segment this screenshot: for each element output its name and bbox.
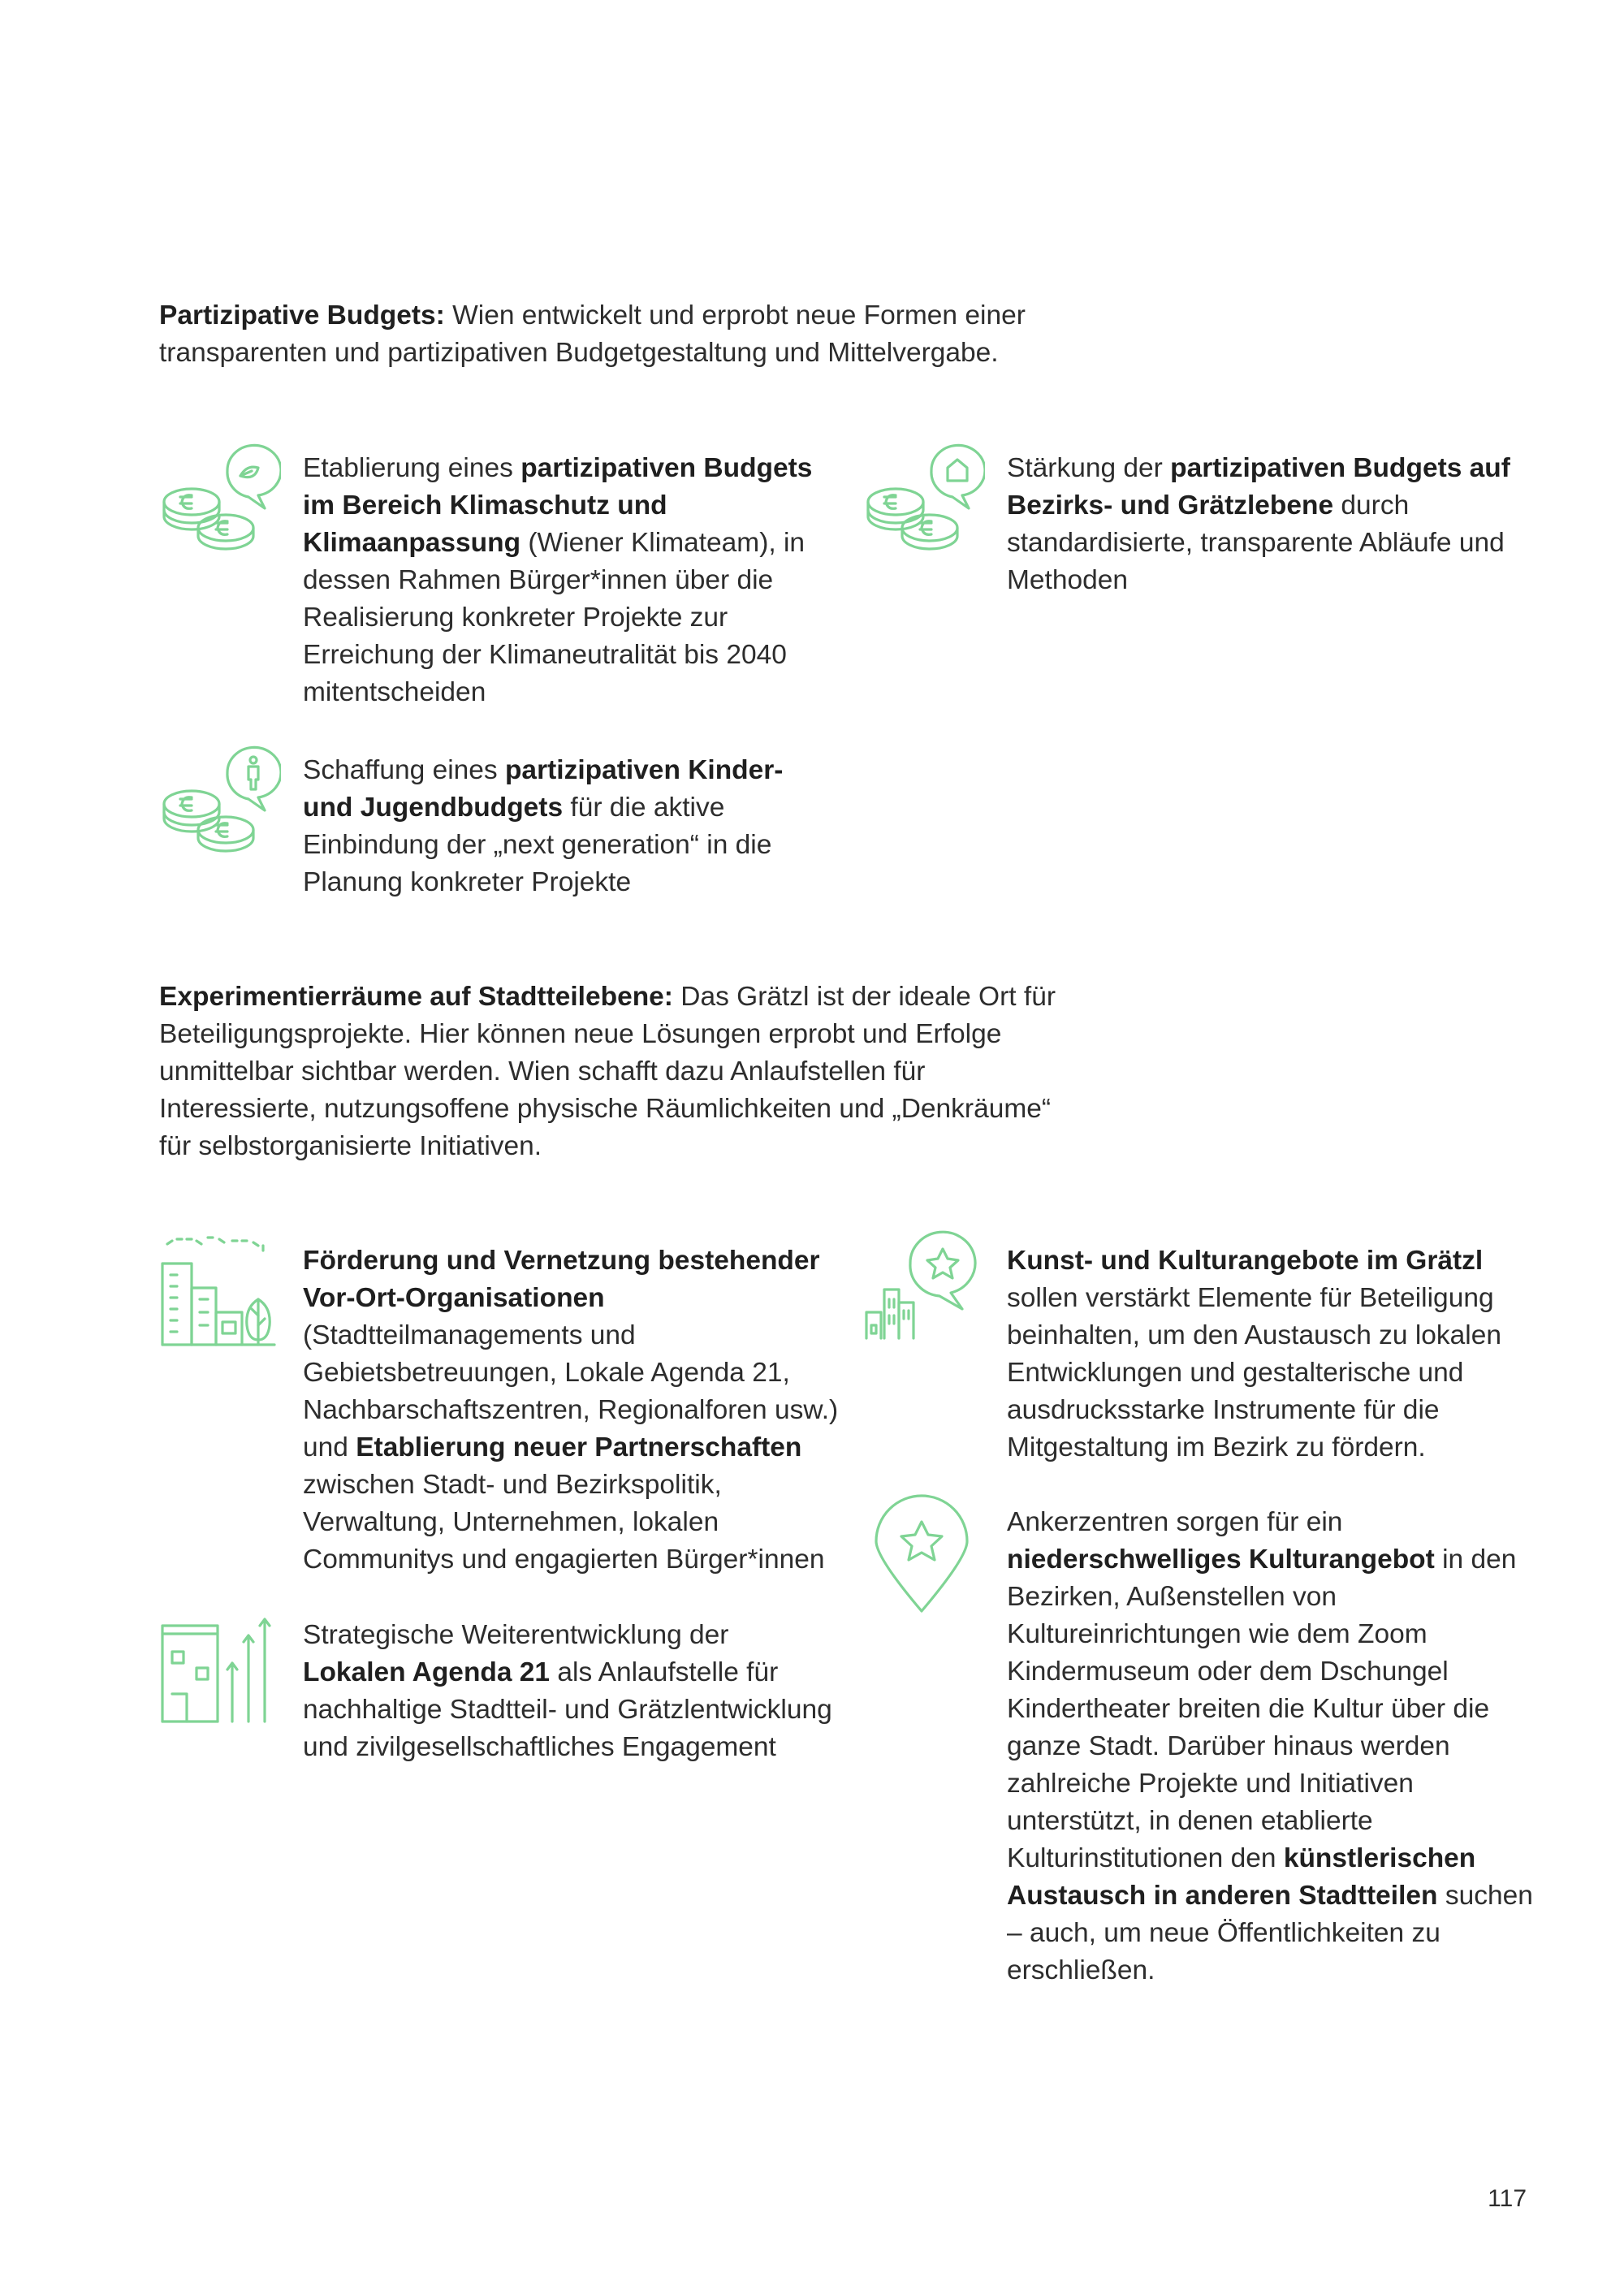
building-arrows-up-icon — [159, 1609, 281, 1731]
item-art-culture-text: Kunst- und Kulturangebote im Grätzl sollen verstärkt Elemente für Beteiligung beinhalten, um den Austausch zu lokalen Entwicklungen und gestalterische und ausdrucksstarke Instrumente für die Mitgestaltung im Bezirk zu fördern. — [1007, 1246, 1502, 1462]
item-youth-budget-text: Schaffung eines partizipativen Kinder- und Jugendbudgets für die aktive Einbindung der „next generation“ in die Planung konkreter Projekte — [303, 755, 784, 897]
item-anchor-centres-text: Ankerzentren sorgen für ein niederschwelliges Kulturangebot in den Bezirken, Außenstellen von Kultureinrichtungen wie dem Zoom Kindermuseum oder dem Dschungel Kindertheater breiten die Kultur über die ganze Stadt. Darüber hinaus werden zahlreiche Projekte und Initiativen unterstützt, in denen etablierte Kulturinstitutionen den künstlerischen Austausch in anderen Stadtteilen suchen – auch, um neue Öffentlichkeiten zu erschließen. — [1007, 1507, 1533, 1985]
item-local-agenda-text: Strategische Weiterentwicklung der Lokalen Agenda 21 als Anlaufstelle für nachhaltige Stadtteil- und Grätzlentwicklung und zivilgesellschaftliches Engagement — [303, 1620, 832, 1762]
page-number: 117 — [1488, 2185, 1527, 2212]
item-district-budget-text: Stärkung der partizipativen Budgets auf Bezirks- und Grätzlebene durch standardisierte, transparente Abläufe und Methoden — [1007, 453, 1510, 595]
section-budgets-intro — [159, 297, 1085, 372]
coins-house-speech-icon — [863, 438, 985, 560]
section-budgets-text: Wien entwickelt und erprobt neue Formen einer transparenten und partizipativen Budgetgestaltung und Mittelvergabe. — [159, 300, 1026, 368]
section-budgets-heading: Partizipative Budgets: — [159, 300, 445, 330]
section-experiment-text: Das Grätzl ist der ideale Ort für Beteiligungsprojekte. Hier können neue Lösungen erprobt und Erfolge unmittelbar sichtbar werden. Wien schafft dazu Anlaufstellen für Interessierte, nutzungsoffene physische Räumlichkeiten und „Denkräume“ für selbstorganisierte Initiativen. — [159, 982, 1056, 1161]
coins-leaf-speech-icon — [159, 438, 281, 560]
section-experiment-heading: Experimentierräume auf Stadtteilebene: — [159, 982, 673, 1012]
buildings-tree-icon — [159, 1234, 281, 1356]
star-location-pin-icon — [871, 1493, 977, 1614]
coins-person-speech-icon — [159, 741, 281, 862]
star-speech-buildings-icon — [863, 1228, 985, 1350]
item-local-organisations-text: Förderung und Vernetzung bestehender Vor-Ort-Organisationen (Stadtteilmanagements und Gebietsbetreuungen, Lokale Agenda 21, Nachbarschaftszentren, Regionalforen usw.) und Etablierung neuer Partnerschaften zwischen Stadt- und Bezirkspolitik, Verwaltung, Unternehmen, lokalen Communitys und engagierten Bürger*innen — [303, 1246, 839, 1575]
section-experiment-intro — [159, 978, 1077, 1165]
item-climate-budget-text: Etablierung eines partizipativen Budgets im Bereich Klimaschutz und Klimaanpassung (Wiener Klimateam), in dessen Rahmen Bürger*innen über die Realisierung konkreter Projekte zur Erreichung der Klimaneutralität bis 2040 mitentscheiden — [303, 453, 813, 707]
